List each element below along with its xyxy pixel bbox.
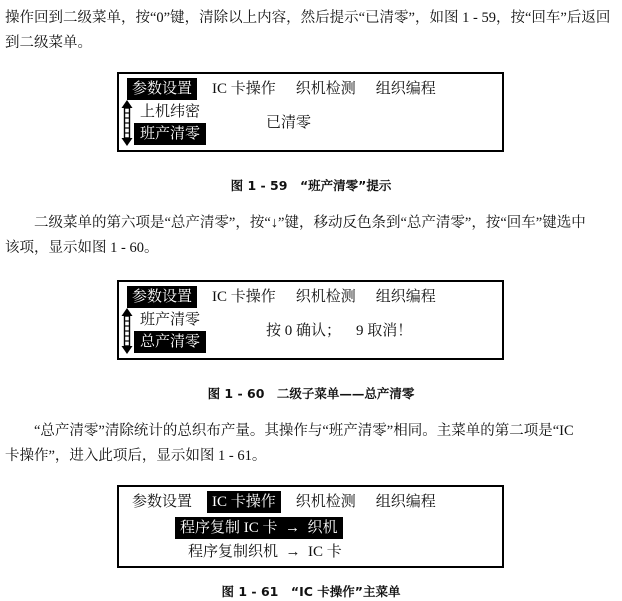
figure-menu-bar: [119, 487, 502, 513]
body-paragraph-3: [5, 419, 617, 469]
row-copy-card-to-machine: 程序复制 IC 卡 → 织机: [175, 517, 343, 539]
paragraph-line: 二级菜单的第六项是“总产清零”，按“↓”键，移动反色条到“总产清零”，按“回车”键选中: [34, 215, 586, 231]
menu-item-ic-card: IC 卡操作: [207, 491, 281, 513]
menu-item-ic-card: IC 卡操作: [212, 289, 276, 305]
submenu-item-shift-clear: 班产清零: [134, 123, 206, 145]
figure-menu-bar: [119, 74, 502, 100]
body-paragraph-2: [5, 211, 617, 261]
scroll-up-down-icon: [121, 308, 134, 354]
figure-1-61-screen: [117, 485, 504, 568]
body-paragraph-1: [5, 6, 617, 56]
paragraph-line: 到二级菜单。: [5, 35, 92, 51]
figure-message: 已清零: [266, 115, 312, 131]
menu-item-parameter-settings: 参数设置: [127, 78, 197, 100]
figure-submenu: [134, 309, 206, 353]
paragraph-line: 该项，显示如图 1 - 60。: [5, 240, 159, 256]
figure-1-59-screen: [117, 72, 504, 152]
figure-1-60-screen: [117, 280, 504, 360]
figure-message: 按 0 确认； 9 取消！: [266, 323, 413, 339]
menu-item-parameter-settings: 参数设置: [132, 494, 193, 510]
row-copy-machine-to-card: 程序复制织机 → IC 卡: [188, 544, 342, 560]
scroll-up-down-icon: [121, 100, 134, 146]
menu-item-machine-check: 织机检测: [295, 289, 356, 305]
paragraph-line: 操作回到二级菜单，按“0”键，清除以上内容，然后提示“已清零”，如图 1 - 59，按“回车”后返回: [5, 10, 611, 26]
figure-body: [119, 513, 502, 566]
figure-caption-1-60: 图 1 - 60 二级子菜单——总产清零: [207, 386, 415, 401]
figure-body: [119, 308, 502, 358]
figure-submenu: [134, 101, 206, 145]
menu-item-machine-check: 织机检测: [295, 81, 356, 97]
submenu-item-shift-clear: 班产清零: [140, 312, 201, 328]
paragraph-line: “总产清零”清除统计的总织布产量。其操作与“班产清零”相同。主菜单的第二项是“IC: [34, 423, 574, 439]
menu-item-machine-check: 织机检测: [295, 494, 356, 510]
menu-item-weave-program: 组织编程: [375, 289, 436, 305]
menu-item-weave-program: 组织编程: [375, 494, 436, 510]
figure-caption-1-59: 图 1 - 59 “班产清零”提示: [230, 178, 392, 193]
figure-menu-bar: [119, 282, 502, 308]
menu-item-parameter-settings: 参数设置: [127, 286, 197, 308]
figure-body: [119, 100, 502, 150]
submenu-item-total-clear: 总产清零: [134, 331, 206, 353]
paragraph-line: 卡操作”，进入此项后，显示如图 1 - 61。: [5, 448, 267, 464]
figure-caption-1-61: 图 1 - 61 “IC 卡操作”主菜单: [221, 584, 401, 599]
menu-item-ic-card: IC 卡操作: [212, 81, 276, 97]
menu-item-weave-program: 组织编程: [375, 81, 436, 97]
submenu-item-weft-density: 上机纬密: [140, 104, 201, 120]
